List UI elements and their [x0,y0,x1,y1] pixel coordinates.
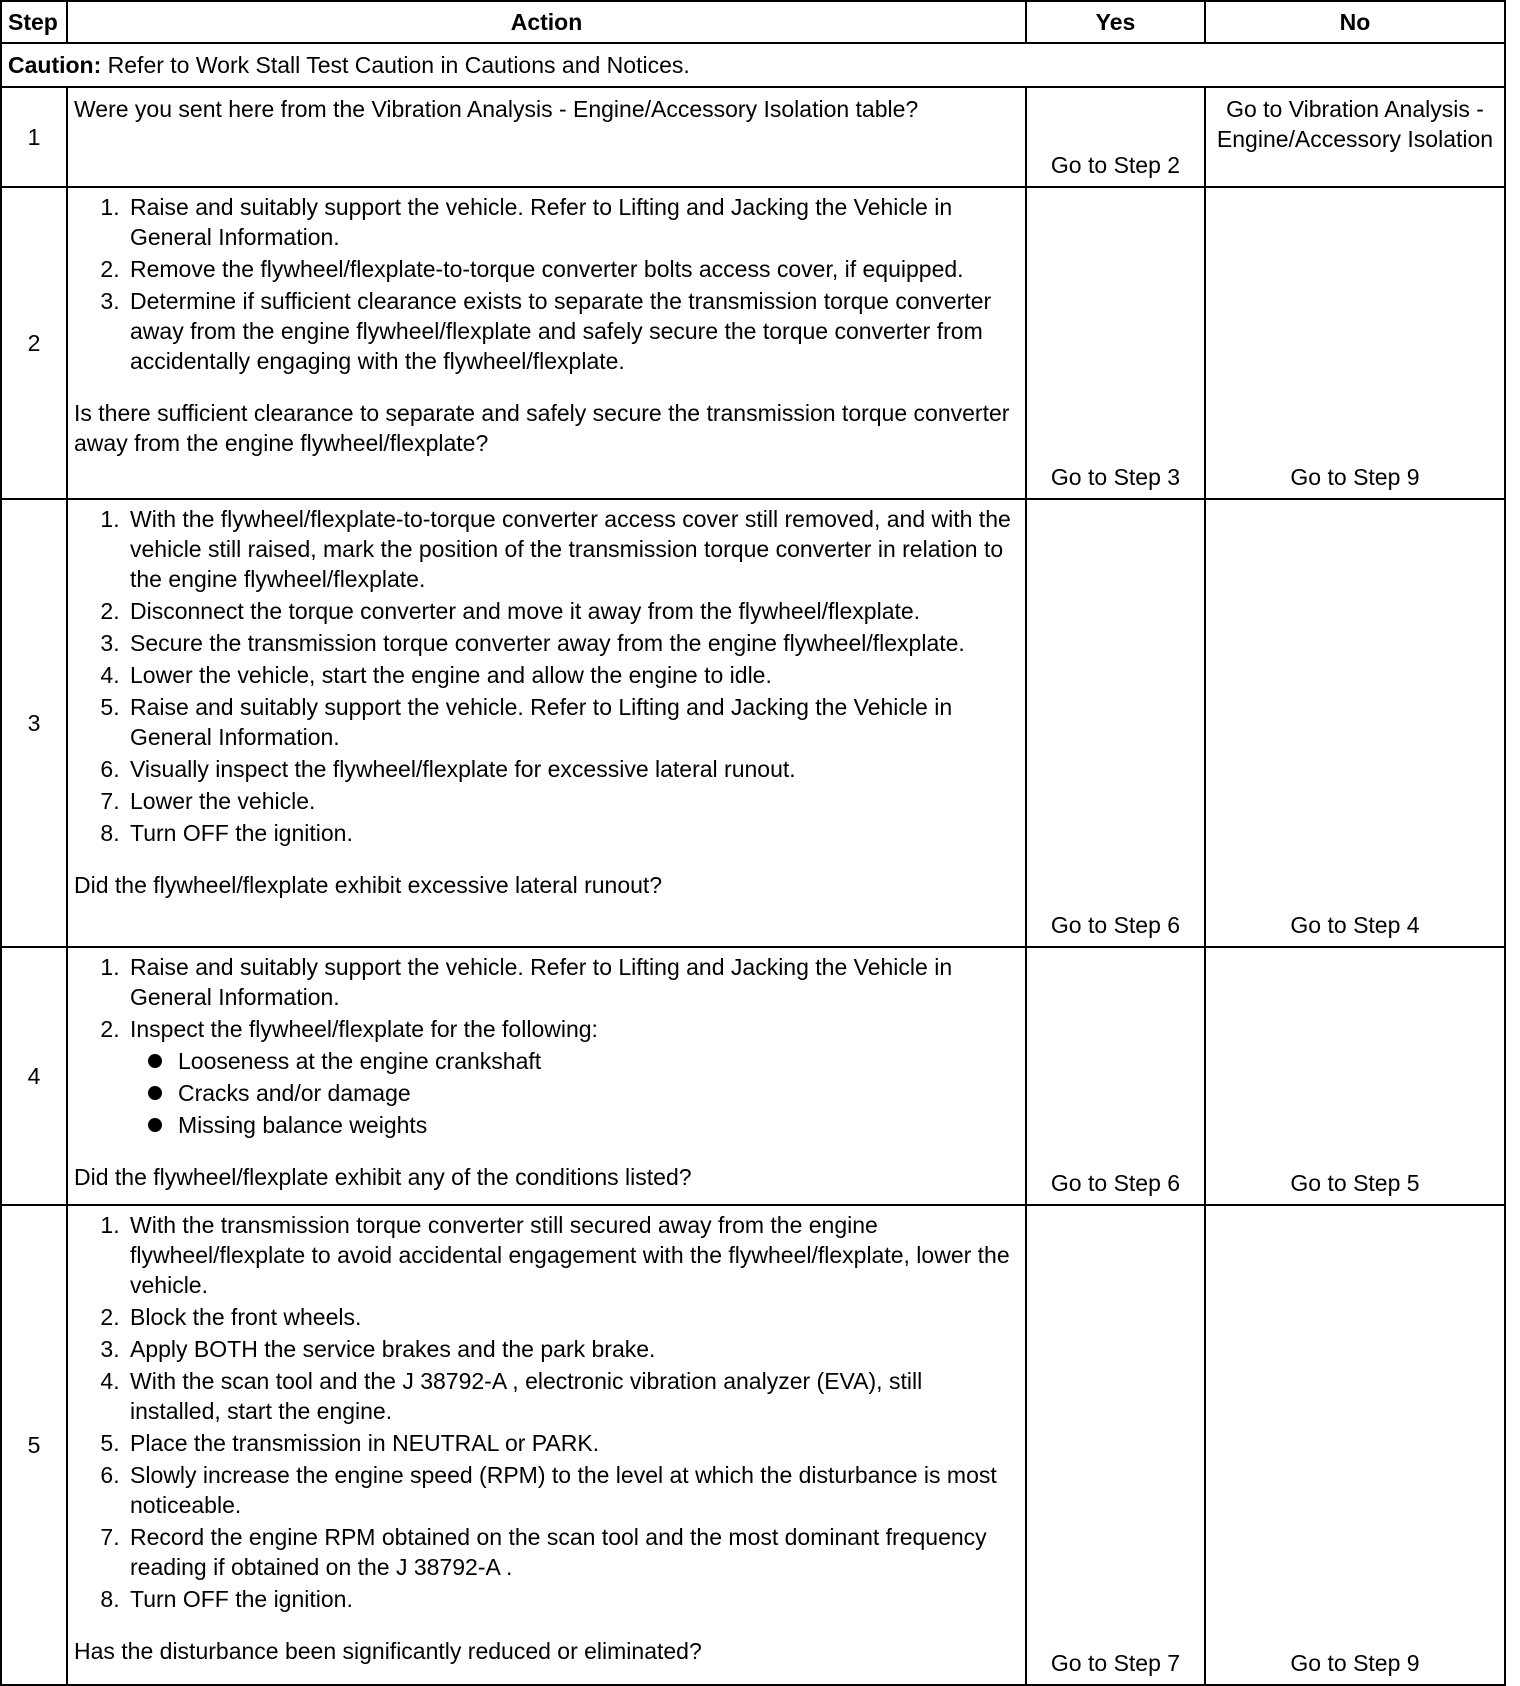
procedure-step: 3. Secure the transmission torque converter away from the engine flywheel/flexplate. [126,628,1019,658]
yes-result: Go to Step 7 [1026,1205,1205,1685]
procedure-step: 2. Remove the flywheel/flexplate-to-torque converter bolts access cover, if equipped. [126,254,1019,284]
procedure-step [126,1014,1019,1140]
no-result: Go to Vibration Analysis - Engine/Accessory Isolation [1205,87,1505,187]
step-number: 5 [1,1205,67,1685]
bullet-icon [148,1118,162,1132]
procedure-step: 8. Turn OFF the ignition. [126,1584,1019,1614]
no-result: Go to Step 5 [1205,947,1505,1205]
header-no: No [1205,1,1505,43]
procedure-step: 2. Block the front wheels. [126,1302,1019,1332]
step-number: 3 [1,499,67,947]
procedure-list [74,504,1019,848]
procedure-step: 1. With the flywheel/flexplate-to-torque converter access cover still removed, and with the vehicle still raised, mark the position of the transmission torque converter in relation to the engine flywheel/flexplate. [126,504,1019,594]
bullet-icon [148,1086,162,1100]
procedure-step: 5. Place the transmission in NEUTRAL or PARK. [126,1428,1019,1458]
yes-result: Go to Step 6 [1026,499,1205,947]
question-text: Did the flywheel/flexplate exhibit excessive lateral runout? [74,872,663,898]
procedure-step: 7. Record the engine RPM obtained on the scan tool and the most dominant frequency reading if obtained on the J 38792-A . [126,1522,1019,1582]
step-row-3 [1,499,1505,947]
step-number: 4 [1,947,67,1205]
condition-text: Missing balance weights [178,1112,428,1138]
procedure-step: 3. Determine if sufficient clearance exists to separate the transmission torque converter away from the engine flywheel/flexplate and safely secure the torque converter from accidentally engaging with the flywheel/flexplate. [126,286,1019,376]
procedure-step: 2. Disconnect the torque converter and move it away from the flywheel/flexplate. [126,596,1019,626]
procedure-step: 4. Lower the vehicle, start the engine and allow the engine to idle. [126,660,1019,690]
step-row-1 [1,87,1505,187]
condition-text: Cracks and/or damage [178,1080,411,1106]
procedure-step: 1. Raise and suitably support the vehicle. Refer to Lifting and Jacking the Vehicle in General Information. [126,952,1019,1012]
action-cell [67,187,1026,499]
caution-label: Caution: [8,52,102,78]
question-text: Has the disturbance been significantly reduced or eliminated? [74,1638,702,1664]
condition-text: Looseness at the engine crankshaft [178,1048,542,1074]
header-yes: Yes [1026,1,1205,43]
question-text: Is there sufficient clearance to separate and safely secure the transmission torque converter away from the engine flywheel/flexplate? [74,400,1010,456]
condition-item [148,1078,1019,1108]
question-text: Were you sent here from the Vibration Analysis - Engine/Accessory Isolation table? [74,96,919,122]
procedure-step: 6. Slowly increase the engine speed (RPM) to the level at which the disturbance is most noticeable. [126,1460,1019,1520]
procedure-step: 5. Raise and suitably support the vehicle. Refer to Lifting and Jacking the Vehicle in General Information. [126,692,1019,752]
procedure-list [74,952,1019,1140]
no-result: Go to Step 4 [1205,499,1505,947]
yes-result: Go to Step 6 [1026,947,1205,1205]
action-cell [67,947,1026,1205]
action-cell [67,499,1026,947]
question-text: Did the flywheel/flexplate exhibit any of the conditions listed? [74,1164,692,1190]
procedure-step: 1. With the transmission torque converter still secured away from the engine flywheel/flexplate to avoid accidental engagement with the flywheel/flexplate, lower the vehicle. [126,1210,1019,1300]
condition-item [148,1046,1019,1076]
condition-list [130,1046,1019,1140]
step-number: 1 [1,87,67,187]
procedure-step: 1. Raise and suitably support the vehicle. Refer to Lifting and Jacking the Vehicle in General Information. [126,192,1019,252]
procedure-step: 8. Turn OFF the ignition. [126,818,1019,848]
header-action: Action [67,1,1026,43]
yes-result: Go to Step 2 [1026,87,1205,187]
step-row-2 [1,187,1505,499]
action-cell [67,1205,1026,1685]
step-row-5 [1,1205,1505,1685]
procedure-step: 4. With the scan tool and the J 38792-A , electronic vibration analyzer (EVA), still installed, start the engine. [126,1366,1019,1426]
header-step: Step [1,1,67,43]
caution-row [1,43,1505,87]
procedure-list [74,192,1019,376]
procedure-list [74,1210,1019,1614]
procedure-step-text: Inspect the flywheel/flexplate for the following: [130,1016,598,1042]
step-row-4 [1,947,1505,1205]
condition-item [148,1110,1019,1140]
caution-text: Refer to Work Stall Test Caution in Cautions and Notices. [101,52,690,78]
no-result: Go to Step 9 [1205,187,1505,499]
bullet-icon [148,1054,162,1068]
procedure-step: 6. Visually inspect the flywheel/flexplate for excessive lateral runout. [126,754,1019,784]
procedure-step: 7. Lower the vehicle. [126,786,1019,816]
action-cell [67,87,1026,187]
step-number: 2 [1,187,67,499]
caution-cell [1,43,1505,87]
yes-result: Go to Step 3 [1026,187,1205,499]
header-row [1,1,1505,43]
no-result: Go to Step 9 [1205,1205,1505,1685]
procedure-step: 3. Apply BOTH the service brakes and the park brake. [126,1334,1019,1364]
